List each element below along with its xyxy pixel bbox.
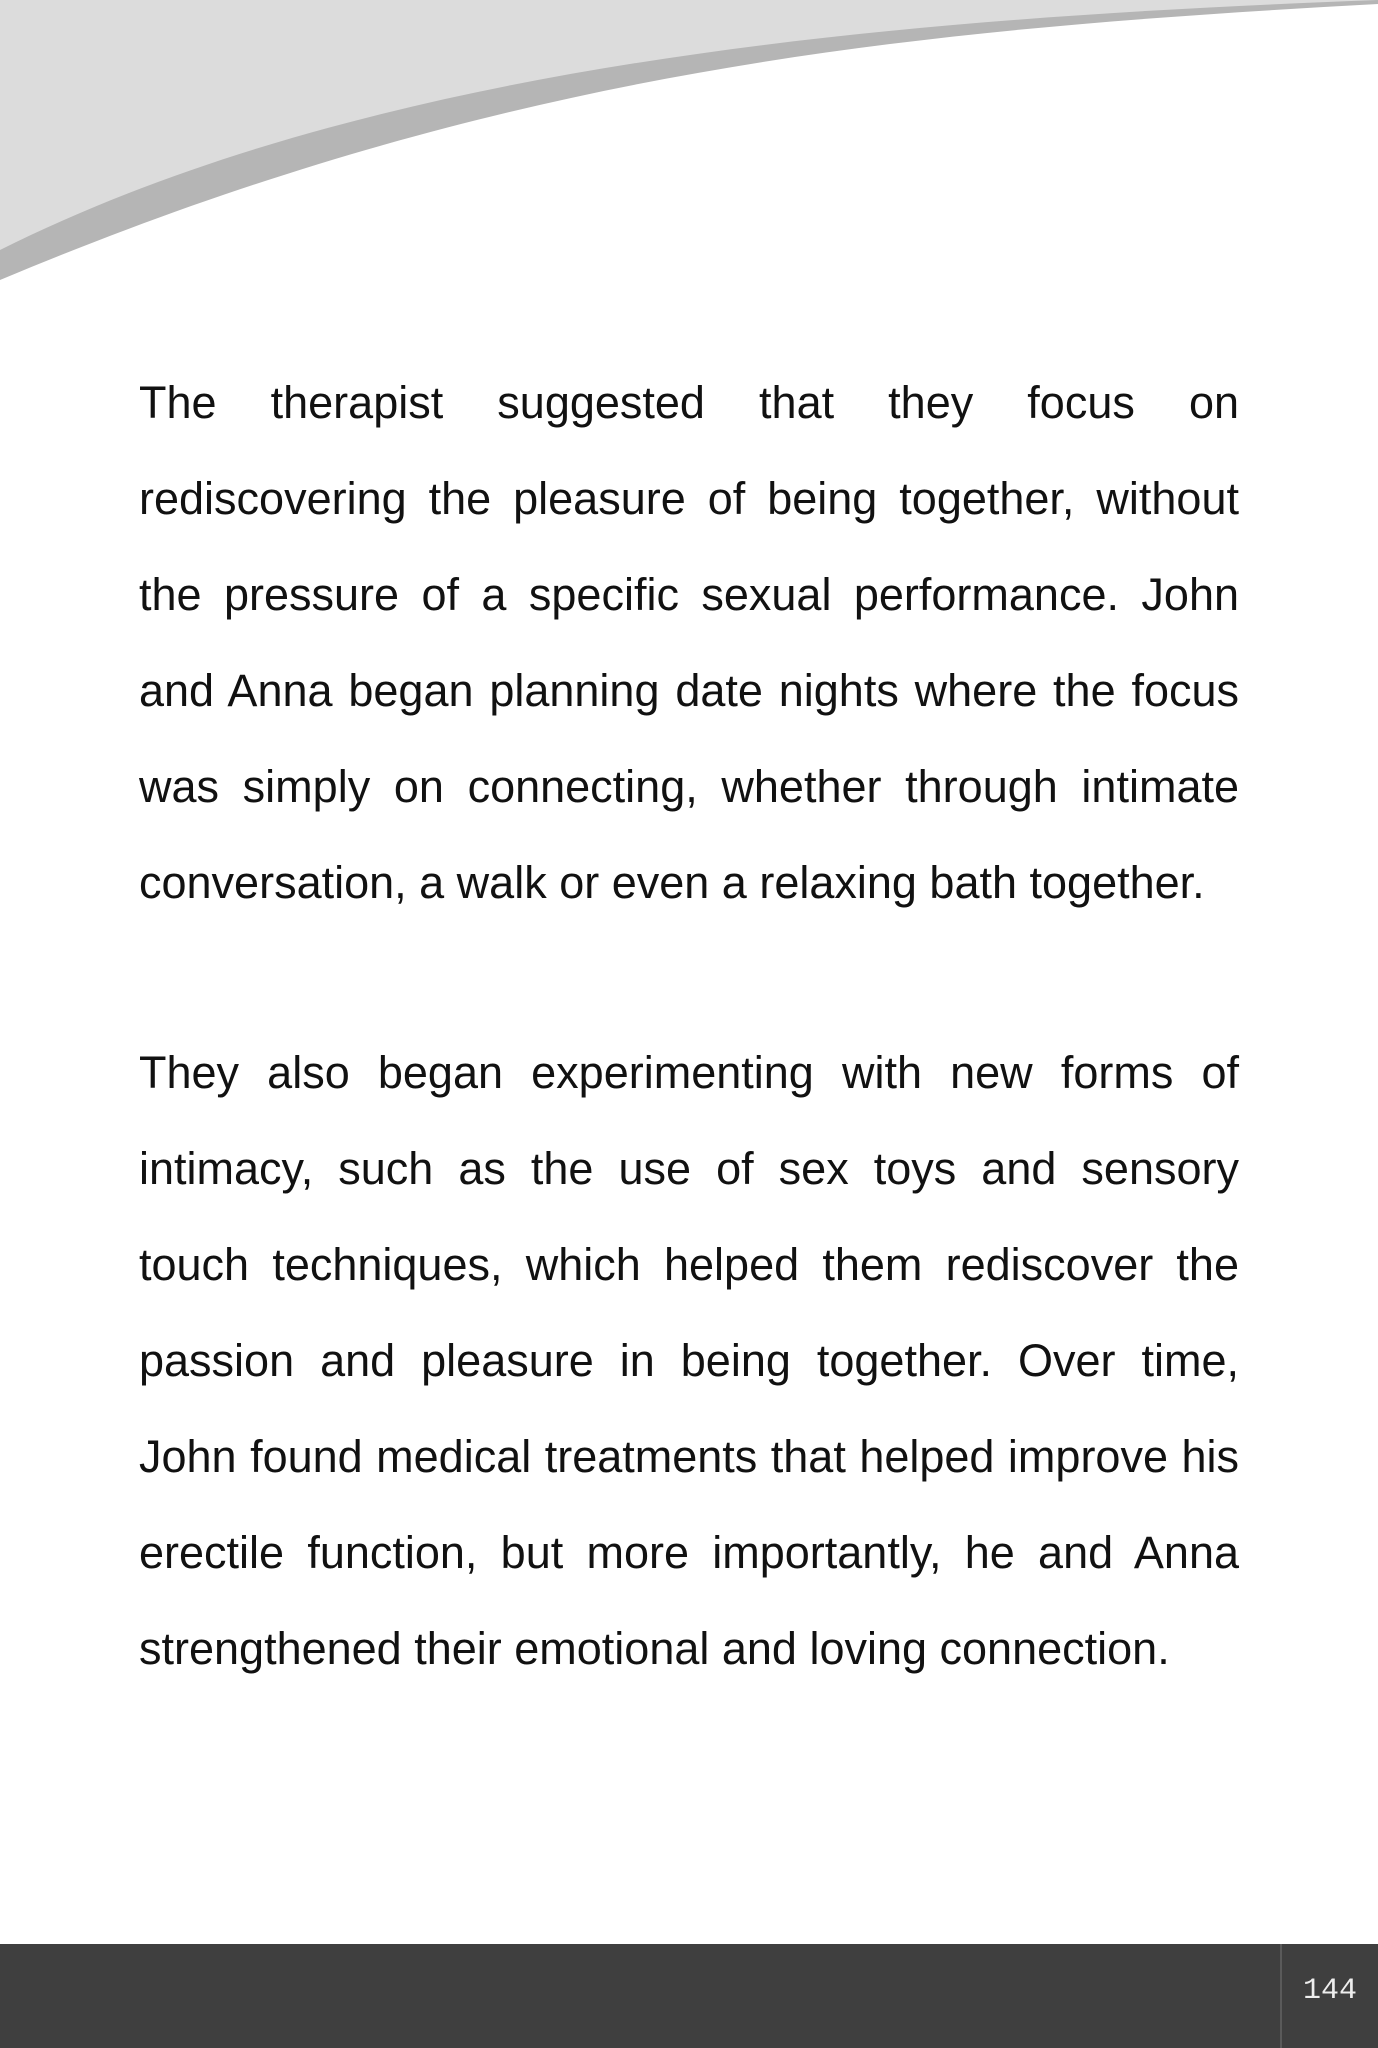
page-number-box [1280, 1944, 1378, 2048]
paragraph-2: They also began experimenting with new forms of intimacy, such as the use of sex toys and sensory touch techniques, which helped them rediscover the passion and pleasure in being together. Over time, John found medical treatments that helped improve his erectile function, but more importantly, he and Anna strengthened their emotional and loving connection. [139, 1047, 1239, 1674]
header-swoosh-decoration [0, 0, 1378, 300]
footer-bar [0, 1944, 1378, 2048]
paragraph-1: The therapist suggested that they focus on rediscovering the pleasure of being together, without the pressure of a specific sexual performance. John and Anna began planning date nights where the focus was simply on connecting, whether through intimate conversation, a walk or even a relaxing bath together. [139, 377, 1239, 908]
page-content [139, 355, 1239, 1697]
page-number: 144 [1302, 1974, 1357, 2008]
